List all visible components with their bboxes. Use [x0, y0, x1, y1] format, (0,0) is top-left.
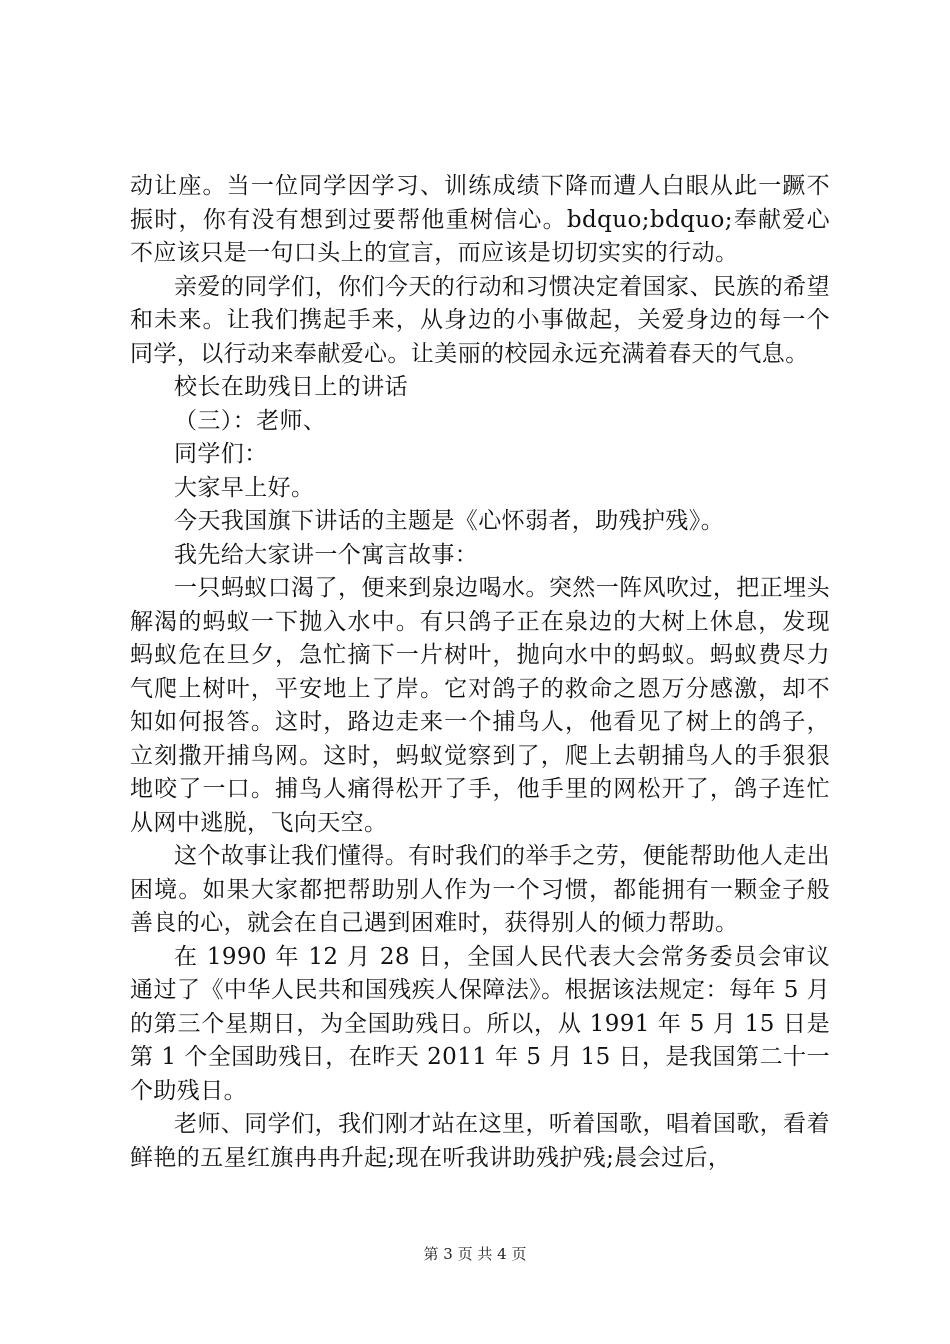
salutation: （三）：老师、	[174, 407, 327, 434]
paragraph: 一只蚂蚁口渴了，便来到泉边喝水。突然一阵风吹过，把正埋头解渴的蚂蚁一下抛入水中。有只鸽子正在泉边的大树上休息，发现蚂蚁危在旦夕，急忙摘下一片树叶，抛向水中的蚂蚁。蚂蚁费尽力气爬上树叶，平安地上了岸。它对鸽子的救命之恩万分感激，却不知如何报答。这时，路边走来一个捕鸟人，他看见了树上的鸽子，立刻撒开捕鸟网。这时，蚂蚁觉察到了，爬上去朝捕鸟人的手狠狠地咬了一口。捕鸟人痛得松开了手，他手里的网松开了，鸽子连忙从网中逃脱，飞向天空。	[130, 575, 830, 836]
page-footer: 第 3 页 共 4 页	[423, 1245, 527, 1263]
section-title: 校长在助残日上的讲话	[174, 374, 408, 400]
salutation: 同学们：	[174, 441, 268, 467]
paragraph: 这个故事让我们懂得。有时我们的举手之劳，便能帮助他人走出困境。如果大家都把帮助别人作为一个习惯，都能拥有一颗金子般善良的心，就会在自己遇到困难时，获得别人的倾力帮助。	[130, 843, 830, 936]
paragraph: 动让座。当一位同学因学习、训练成绩下降而遭人白眼从此一蹶不振时，你有没有想到过要帮他重树信心。bdquo;bdquo;奉献爱心不应该只是一句口头上的宣言，而应该是切切实实的行动。	[130, 173, 830, 266]
paragraph: 亲爱的同学们，你们今天的行动和习惯决定着国家、民族的希望和未来。让我们携起手来，从身边的小事做起，关爱身边的每一个同学，以行动来奉献爱心。让美丽的校园永远充满着春天的气息。	[130, 273, 830, 367]
paragraph: 在 1990 年 12 月 28 日，全国人民代表大会常务委员会审议通过了《中华人民共和国残疾人保障法》。根据该法规定：每年 5 月的第三个星期日，为全国助残日。所以，从 1991 年 5 月 15 日是第 1 个全国助残日，在昨天 2011 年 5 月 15 日，是我国第二十一个助残日。	[130, 943, 830, 1104]
document-body	[130, 170, 830, 1175]
greeting: 大家早上好。	[174, 474, 315, 501]
paragraph: 今天我国旗下讲话的主题是《心怀弱者，助残护残》。	[174, 508, 725, 534]
paragraph: 我先给大家讲一个寓言故事：	[174, 541, 479, 568]
paragraph: 老师、同学们，我们刚才站在这里，听着国歌，唱着国歌，看着鲜艳的五星红旗冉冉升起;现在听我讲助残护残;晨会过后，	[130, 1111, 830, 1171]
